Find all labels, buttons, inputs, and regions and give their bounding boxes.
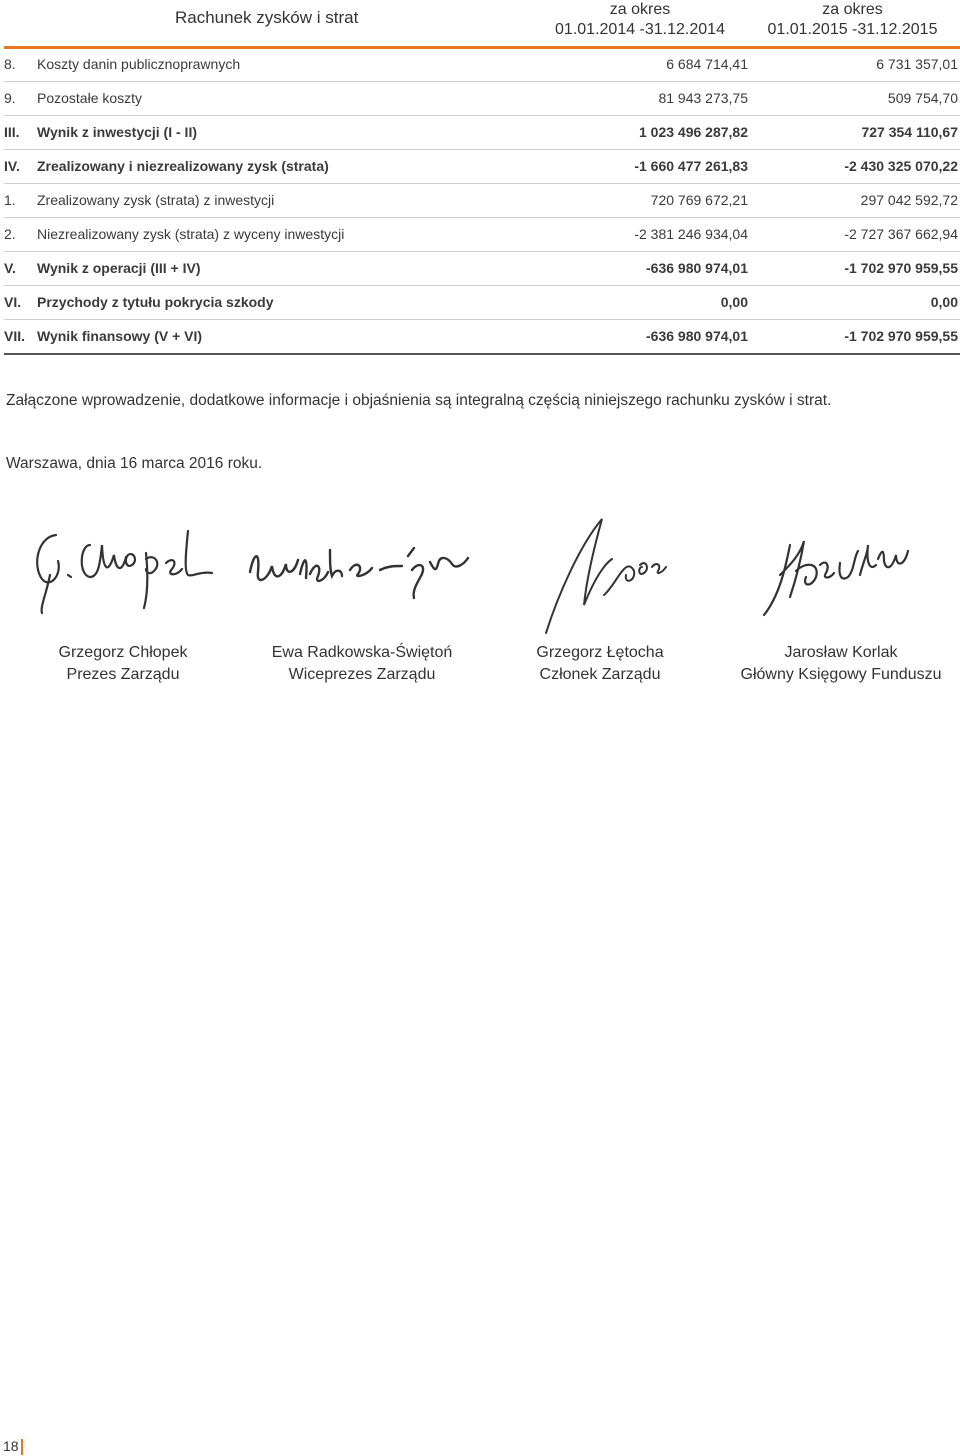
- row-number: 9.: [4, 90, 16, 106]
- table-row: [4, 82, 960, 116]
- row-value-2014: 6 684 714,41: [666, 56, 748, 72]
- signature-chlopek: [28, 515, 218, 615]
- statement-note: Załączone wprowadzenie, dodatkowe informacje i objaśnienia są integralną częścią niniejszego rachunku zysków i strat.: [6, 392, 832, 409]
- row-value-2014: 81 943 273,75: [658, 90, 748, 106]
- row-number: IV.: [4, 158, 20, 174]
- signature-radkowska: [240, 540, 480, 600]
- row-number: VI.: [4, 294, 22, 310]
- row-label: Wynik z operacji (III + IV): [37, 260, 201, 276]
- row-value-2015: -2 430 325 070,22: [844, 158, 958, 174]
- row-label: Wynik finansowy (V + VI): [37, 328, 203, 344]
- row-value-2015: -1 702 970 959,55: [844, 328, 958, 344]
- signatory-name: Grzegorz Łętocha: [536, 644, 664, 661]
- statement-title: Rachunek zysków i strat: [175, 8, 359, 27]
- signature-letocha: [540, 515, 670, 640]
- signature-korlak: [760, 535, 920, 620]
- row-value-2015: 0,00: [930, 294, 958, 310]
- table-row: [4, 116, 960, 150]
- row-number: VII.: [4, 328, 26, 344]
- table-row: [4, 320, 960, 355]
- signatory-name: Grzegorz Chłopek: [58, 644, 188, 661]
- signatory-korlak: [722, 642, 960, 686]
- row-value-2014: -636 980 974,01: [646, 328, 748, 344]
- row-number: V.: [4, 260, 16, 276]
- row-label: Koszty danin publicznoprawnych: [37, 56, 241, 72]
- table-row: [4, 218, 960, 252]
- period-header-dates: 01.01.2015 -31.12.2015: [767, 21, 938, 38]
- period-header-dates: 01.01.2014 -31.12.2014: [555, 21, 725, 38]
- signatory-chlopek: [23, 642, 223, 686]
- period-header-2014: [555, 0, 725, 40]
- row-label: Przychody z tytułu pokrycia szkody: [37, 294, 274, 310]
- table-row: [4, 286, 960, 320]
- row-value-2015: -2 727 367 662,94: [844, 226, 958, 242]
- row-label: Zrealizowany zysk (strata) z inwestycji: [37, 192, 275, 208]
- signatory-name: Ewa Radkowska-Świętoń: [271, 644, 453, 661]
- signatory-letocha: [500, 642, 700, 686]
- row-value-2014: 0,00: [720, 294, 748, 310]
- row-value-2014: -1 660 477 261,83: [634, 158, 748, 174]
- signatory-name: Jarosław Korlak: [784, 644, 898, 661]
- table-row: [4, 48, 960, 82]
- page-number: 18: [3, 1438, 19, 1454]
- signatory-role: Główny Księgowy Funduszu: [740, 666, 942, 683]
- row-value-2015: 297 042 592,72: [860, 192, 958, 208]
- row-value-2014: 1 023 496 287,82: [639, 124, 748, 140]
- table-row: [4, 252, 960, 286]
- signatory-role: Prezes Zarządu: [66, 666, 180, 683]
- period-header-2015: [765, 0, 940, 40]
- row-value-2015: 727 354 110,67: [861, 124, 958, 140]
- signatory-role: Członek Zarządu: [539, 666, 661, 683]
- row-value-2014: 720 769 672,21: [650, 192, 748, 208]
- period-header-label: za okres: [609, 1, 671, 18]
- table-row: [4, 184, 960, 218]
- row-label: Zrealizowany i niezrealizowany zysk (strata): [37, 158, 329, 174]
- row-number: 1.: [4, 192, 16, 208]
- row-label: Pozostałe koszty: [37, 90, 143, 106]
- row-value-2015: 6 731 357,01: [876, 56, 958, 72]
- period-header-label: za okres: [822, 1, 883, 18]
- signatory-role: Wiceprezes Zarządu: [288, 666, 436, 683]
- place-date: Warszawa, dnia 16 marca 2016 roku.: [6, 455, 263, 472]
- row-value-2014: -2 381 246 934,04: [634, 226, 748, 242]
- row-value-2014: -636 980 974,01: [646, 260, 748, 276]
- table-row: [4, 150, 960, 184]
- signatory-radkowska: [242, 642, 482, 686]
- page-number-accent: [21, 1439, 23, 1455]
- row-number: 8.: [4, 56, 16, 72]
- row-value-2015: 509 754,70: [887, 90, 958, 106]
- row-label: Wynik z inwestycji (I - II): [37, 124, 197, 140]
- row-value-2015: -1 702 970 959,55: [844, 260, 958, 276]
- row-number: 2.: [4, 226, 16, 242]
- row-label: Niezrealizowany zysk (strata) z wyceny inwestycji: [37, 226, 345, 242]
- row-number: III.: [4, 124, 20, 140]
